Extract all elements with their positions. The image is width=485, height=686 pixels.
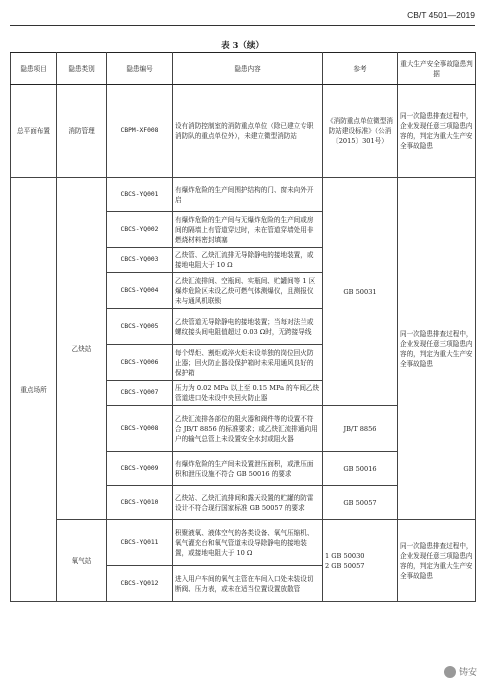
col-header-reference: 参考 bbox=[323, 53, 398, 85]
code-cell: CBCS-YQ007 bbox=[107, 381, 173, 406]
code-cell: CBCS-YQ012 bbox=[107, 566, 173, 602]
content-cell: 进入用户车间的氧气主管在车间入口处未装设切断阀、压力表，或未在适当位置设置放散管 bbox=[173, 566, 323, 602]
content-cell: 有爆炸危险的生产间未设置泄压面积，或泄压面积和泄压设施不符合 GB 50016 的要求 bbox=[173, 452, 323, 486]
content-cell: 每个焊炬、割炬或淬火炬未设单独的岗位回火防止器；回火防止器设保护箱时未采用通风良好的保护箱 bbox=[173, 345, 323, 381]
code-cell: CBPM-XF008 bbox=[107, 85, 173, 178]
page-header: CB/T 4501—2019 bbox=[407, 10, 475, 20]
criterion-cell: 同一次隐患排查过程中，企业发现任意三项隐患内容的，判定为重大生产安全事故隐患 bbox=[398, 520, 476, 602]
table-row bbox=[11, 85, 476, 178]
content-cell: 乙炔站、乙炔汇流排间和露天设置的贮罐的防雷设计不符合现行国家标准 GB 50057 的要求 bbox=[173, 486, 323, 520]
category-cell: 消防管理 bbox=[57, 85, 107, 178]
wechat-icon bbox=[444, 666, 456, 678]
criterion-cell: 同一次隐患排查过程中，企业发现任意三项隐患内容的，判定为重大生产安全事故隐患 bbox=[398, 85, 476, 178]
code-cell: CBCS-YQ003 bbox=[107, 248, 173, 273]
criterion-cell: 同一次隐患排查过程中，企业发现任意三项隐患内容的，判定为重大生产安全事故隐患 bbox=[398, 178, 476, 520]
code-cell: CBCS-YQ005 bbox=[107, 309, 173, 345]
code-cell: CBCS-YQ002 bbox=[107, 212, 173, 248]
category-cell: 乙炔站 bbox=[57, 178, 107, 520]
code-cell: CBCS-YQ010 bbox=[107, 486, 173, 520]
hazard-table bbox=[10, 52, 476, 602]
col-header-code: 隐患编号 bbox=[107, 53, 173, 85]
code-cell: CBCS-YQ006 bbox=[107, 345, 173, 381]
col-header-project: 隐患项目 bbox=[11, 53, 57, 85]
project-cell: 总平面布置 bbox=[11, 85, 57, 178]
code-cell: CBCS-YQ009 bbox=[107, 452, 173, 486]
watermark bbox=[444, 665, 477, 679]
content-cell: 积聚液氧、液体空气的各类设备、氧气压缩机、氧气灌充台和氧气管道未设导除静电的接地装置，或接地电阻大于 10 Ω bbox=[173, 520, 323, 566]
reference-cell: GB 50057 bbox=[323, 486, 398, 520]
table-title: 表 3（续） bbox=[221, 41, 264, 51]
table-row bbox=[11, 520, 476, 566]
header-row bbox=[11, 53, 476, 85]
content-cell: 乙炔管、乙炔汇流排无导除静电的接地装置，或接地电阻大于 10 Ω bbox=[173, 248, 323, 273]
reference-cell: 《消防重点单位微型消防站建设标准》（公消〔2015〕301号） bbox=[323, 85, 398, 178]
code-cell: CBCS-YQ004 bbox=[107, 273, 173, 309]
watermark-text: 铸安 bbox=[458, 667, 477, 678]
col-header-criterion: 重大生产安全事故隐患判据 bbox=[398, 53, 476, 85]
content-cell: 有爆炸危险的生产间与无爆炸危险的生产间或房间的隔墙上有管道穿过时，未在管道穿墙处用非燃烧材料密封填塞 bbox=[173, 212, 323, 248]
reference-cell: 1 GB 50030 2 GB 50057 bbox=[323, 520, 398, 602]
project-cell: 重点场所 bbox=[11, 178, 57, 602]
header-rule bbox=[10, 25, 475, 26]
reference-cell: GB 50031 bbox=[323, 178, 398, 406]
code-cell: CBCS-YQ008 bbox=[107, 406, 173, 452]
content-cell: 压力为 0.02 MPa 以上至 0.15 MPa 的车间乙炔管道进口处未设中央回火防止器 bbox=[173, 381, 323, 406]
content-cell: 乙炔汇流排各部位的阻火器和阀件等的设置不符合 JB/T 8856 的标准要求；或乙炔汇流排通向用户的输气总管上未设置安全水封或阻火器 bbox=[173, 406, 323, 452]
content-cell: 乙炔汇流排间、空瓶间、实瓶间、贮罐间等 1 区爆炸危险区未设乙炔可燃气体测爆仪，且测报仪未与通风机联锁 bbox=[173, 273, 323, 309]
col-header-content: 隐患内容 bbox=[173, 53, 323, 85]
table-row bbox=[11, 178, 476, 212]
content-cell: 有爆炸危险的生产间围护结构的门、窗未向外开启 bbox=[173, 178, 323, 212]
content-cell: 乙炔管道无导除静电的接地装置；当每对法兰或螺纹接头间电阻值超过 0.03 Ω时，无跨接导线 bbox=[173, 309, 323, 345]
code-cell: CBCS-YQ011 bbox=[107, 520, 173, 566]
content-cell: 设有消防控制室的消防重点单位（除已建立专职消防队的重点单位外），未建立微型消防站 bbox=[173, 85, 323, 178]
col-header-category: 隐患类别 bbox=[57, 53, 107, 85]
reference-cell: JB/T 8856 bbox=[323, 406, 398, 452]
code-cell: CBCS-YQ001 bbox=[107, 178, 173, 212]
reference-cell: GB 50016 bbox=[323, 452, 398, 486]
category-cell: 氧气站 bbox=[57, 520, 107, 602]
